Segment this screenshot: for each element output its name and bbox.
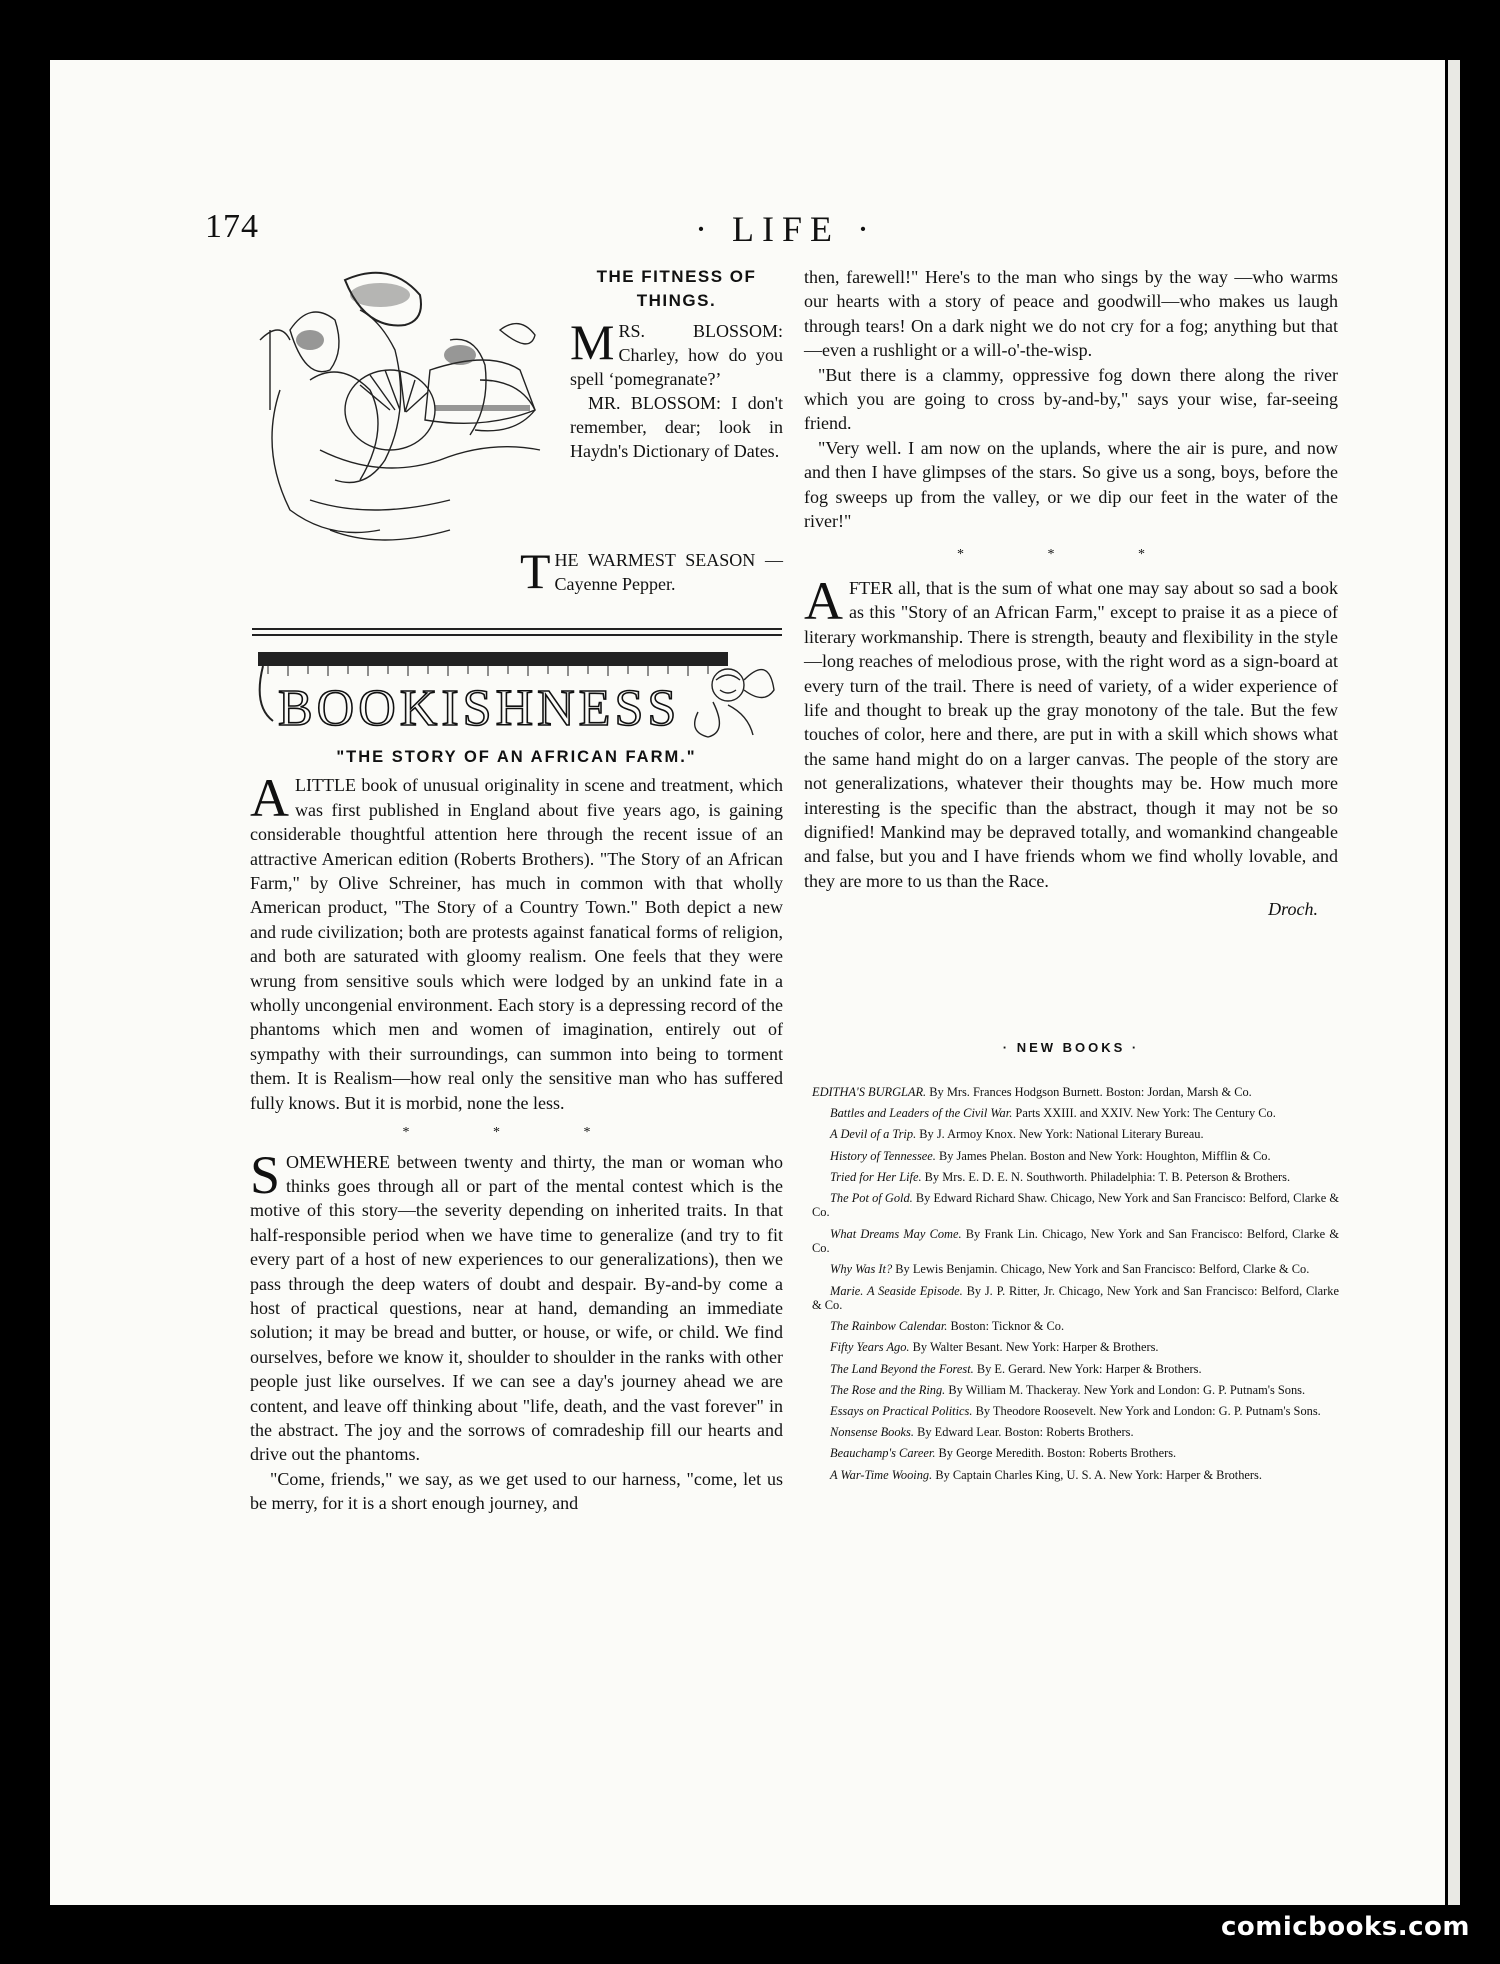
author-signature: Droch. bbox=[1268, 899, 1318, 920]
review-paragraph-3: "Come, friends," we say, as we get used to our harness, "come, let us be merry, for it is a short enough journey, and bbox=[250, 1468, 783, 1514]
drop-cap: T bbox=[520, 543, 551, 599]
right-paragraph-2: "But there is a clammy, oppressive fog down there along the river which you are going to cross by-and-by," says your wise, far-seeing friend. bbox=[804, 364, 1338, 434]
watermark: comicbooks.com bbox=[1220, 1912, 1470, 1942]
book-details: By Edward Richard Shaw. Chicago, New York and San Francisco: Belford, Clarke & Co. bbox=[812, 1190, 1339, 1220]
review-paragraph-1 bbox=[250, 768, 783, 1115]
review-continued bbox=[804, 265, 1338, 922]
book-entry bbox=[812, 1106, 1339, 1121]
book-details: By William M. Thackeray. New York and London: G. P. Putnam's Sons. bbox=[948, 1382, 1306, 1397]
book-entry bbox=[812, 1362, 1339, 1377]
review-title: "THE STORY OF AN AFRICAN FARM." bbox=[336, 748, 697, 766]
drop-cap: S bbox=[250, 1144, 281, 1205]
book-entry bbox=[812, 1446, 1339, 1461]
book-title: The Rainbow Calendar. bbox=[830, 1319, 948, 1334]
review-paragraph-1-text: LITTLE book of unusual originality in scene and treatment, which was first published in England about five years ago, is gaining considerable thoughtful attention here through the recent issue of an attractive American edition (Roberts Brothers). "The Story of an African Farm," by Olive Schreiner, has much in common with that wholly American product, "The Story of a Country Town." Both depict a new and rude civilization; both are protests against fanatical forms of religion, and both are saturated with gloomy realism. One feels that they were wrung from sensitive souls which were lodged by an unkind fate in a wholly uncongenial environment. Each story is a depressing record of the phantoms which men and women of imagination, entirely out of sympathy with their surroundings, can summon into being to torment them. It is Realism—how real only the sensitive man who has suffered fully knows. But it is morbid, none the less. bbox=[250, 775, 783, 1113]
fitness-line-1 bbox=[570, 314, 783, 391]
right-paragraph-1: then, farewell!" Here's to the man who sings by the way —who warms our hearts with a story of peace and goodwill—who makes us laugh through tears! On a dark night we do not cry for a fog; anything but that—even a rushlight or a will-o'-the-wisp. bbox=[804, 267, 1338, 361]
book-details: By George Meredith. Boston: Roberts Brothers. bbox=[938, 1446, 1177, 1461]
book-entry bbox=[812, 1191, 1339, 1220]
book-title: A War-Time Wooing. bbox=[830, 1467, 933, 1482]
drop-cap: A bbox=[804, 570, 843, 631]
book-details: By Theodore Roosevelt. New York and London: G. P. Putnam's Sons. bbox=[975, 1403, 1321, 1418]
book-details: By Edward Lear. Boston: Roberts Brothers. bbox=[917, 1425, 1134, 1440]
section-break: * * * bbox=[402, 1125, 631, 1141]
book-title: Tried for Her Life. bbox=[830, 1169, 922, 1184]
book-entry bbox=[812, 1340, 1339, 1355]
book-entry bbox=[812, 1425, 1339, 1440]
masthead: · LIFE · bbox=[695, 209, 877, 249]
book-details: By Mrs. Frances Hodgson Burnett. Boston: Jordan, Marsh & Co. bbox=[929, 1085, 1252, 1099]
book-entry bbox=[812, 1149, 1339, 1164]
book-title: Fifty Years Ago. bbox=[830, 1340, 910, 1355]
page-edge bbox=[1448, 60, 1460, 1905]
book-entry bbox=[812, 1170, 1339, 1185]
fitness-title: THE FITNESS OF THINGS. bbox=[596, 267, 757, 310]
section-break: * * * bbox=[957, 547, 1185, 563]
book-details: By James Phelan. Boston and New York: Houghton, Mifflin & Co. bbox=[939, 1148, 1271, 1163]
new-books-list bbox=[812, 1085, 1339, 1489]
book-details: By Captain Charles King, U. S. A. New York: Harper & Brothers. bbox=[935, 1467, 1262, 1482]
book-details: By Lewis Benjamin. Chicago, New York and San Francisco: Belford, Clarke & Co. bbox=[895, 1262, 1310, 1277]
book-details: Parts XXIII. and XXIV. New York: The Century Co. bbox=[1015, 1106, 1276, 1121]
book-title: Battles and Leaders of the Civil War. bbox=[830, 1106, 1013, 1121]
warmest-season bbox=[520, 543, 783, 599]
book-entry bbox=[812, 1284, 1339, 1313]
book-title: EDITHA'S BURGLAR. bbox=[812, 1085, 927, 1099]
book-title: The Rose and the Ring. bbox=[830, 1382, 946, 1397]
page-number: 174 bbox=[205, 208, 259, 245]
book-entry bbox=[812, 1127, 1339, 1142]
couple-illustration bbox=[250, 270, 560, 560]
book-entry bbox=[812, 1404, 1339, 1419]
book-title: Essays on Practical Politics. bbox=[830, 1403, 973, 1418]
fitness-line-1-text: RS. BLOSSOM: Charley, how do you spell ‘pomegranate?’ bbox=[570, 321, 783, 389]
book-entry bbox=[812, 1468, 1339, 1483]
book-title: Marie. A Seaside Episode. bbox=[830, 1283, 963, 1298]
book-details: By J. P. Ritter, Jr. Chicago, New York and San Francisco: Belford, Clarke & Co. bbox=[812, 1283, 1339, 1312]
african-farm-review bbox=[250, 745, 783, 1516]
book-entry bbox=[812, 1319, 1339, 1334]
right-paragraph-4 bbox=[804, 570, 1338, 893]
right-paragraph-3: "Very well. I am now on the uplands, where the air is pure, and now and then I have glimpses of the stars. So give us a song, boys, before the fog sweeps up from the valley, or we dip our feet in the water of the river!" bbox=[804, 437, 1338, 532]
right-paragraph-4-text: FTER all, that is the sum of what one may say about so sad a book as this "Story of an African Farm," except to praise it as a piece of literary workmanship. There is strength, beauty and flexibility in the style—long reaches of melodious prose, with the right word as a sign-board at every turn of the trail. There is need of variety, of a wider experience of life and thought to break up the gray monotony of the tale. But the few touches of color, here and there, are put in with a skill which shows what the same hand might do on a larger canvas. The people of the story are not generalizations, whatever their thoughts may be. How much more interesting is the specific than the abstract, though it may not be so dignified! Mankind may be depraved totally, and womankind changeable and false, but you and I have friends whom we find wholly lovable, and they are more to us than the Race. bbox=[804, 577, 1338, 891]
book-entry bbox=[812, 1383, 1339, 1398]
book-title: Beauchamp's Career. bbox=[830, 1446, 936, 1461]
page-header bbox=[205, 208, 1345, 258]
book-details: By Walter Besant. New York: Harper & Brothers. bbox=[912, 1340, 1159, 1355]
book-title: What Dreams May Come. bbox=[830, 1226, 962, 1241]
review-paragraph-2 bbox=[250, 1144, 783, 1467]
bookishness-wordmark: BOOKISHNESS bbox=[278, 680, 681, 737]
book-entry bbox=[812, 1262, 1339, 1277]
book-title: Nonsense Books. bbox=[830, 1425, 914, 1440]
book-entry bbox=[812, 1085, 1339, 1100]
book-title: A Devil of a Trip. bbox=[830, 1127, 917, 1142]
section-rule bbox=[252, 628, 782, 636]
review-paragraph-2-text: OMEWHERE between twenty and thirty, the man or woman who thinks goes through all or part of the mental contest which is the motive of this story—the severity depending on inherited traits. In that half-responsible period when we have time to generalize (and try to fit every part of a host of new experiences to our generalizations), then we pass through the deep waters of doubt and despair. By-and-by come a host of practical questions, near at hand, demanding an immediate solution; it may be bread and butter, or house, or wife, or child. We find ourselves, before we know it, shoulder to shoulder in the ranks with other people just like ourselves. If we can see a day's journey ahead we are content, and leave off thinking about "life, death, and the vast forever" in the abstract. The joy and the sorrows of comradeship fill our hearts and drive out the phantoms. bbox=[250, 1151, 783, 1465]
drop-cap: M bbox=[570, 314, 615, 370]
book-title: History of Tennessee. bbox=[830, 1148, 936, 1163]
new-books-heading: · NEW BOOKS · bbox=[1002, 1040, 1140, 1055]
book-details: By Frank Lin. Chicago, New York and San Francisco: Belford, Clarke & Co. bbox=[812, 1226, 1339, 1256]
book-entry bbox=[812, 1227, 1339, 1256]
book-details: Boston: Ticknor & Co. bbox=[950, 1319, 1065, 1334]
bookishness-banner bbox=[258, 650, 778, 740]
warmest-text: HE WARMEST SEASON — Cayenne Pepper. bbox=[554, 550, 783, 594]
book-details: By J. Armoy Knox. New York: National Literary Bureau. bbox=[919, 1127, 1204, 1142]
book-title: The Land Beyond the Forest. bbox=[830, 1361, 974, 1376]
book-details: By E. Gerard. New York: Harper & Brothers. bbox=[976, 1361, 1202, 1376]
fitness-of-things bbox=[570, 265, 783, 463]
book-title: Why Was It? bbox=[830, 1262, 893, 1277]
book-title: The Pot of Gold. bbox=[830, 1190, 913, 1205]
drop-cap: A bbox=[250, 768, 289, 829]
fitness-line-2: MR. BLOSSOM: I don't remember, dear; look in Haydn's Dictionary of Dates. bbox=[570, 393, 783, 461]
book-details: By Mrs. E. D. E. N. Southworth. Philadelphia: T. B. Peterson & Brothers. bbox=[924, 1169, 1291, 1184]
